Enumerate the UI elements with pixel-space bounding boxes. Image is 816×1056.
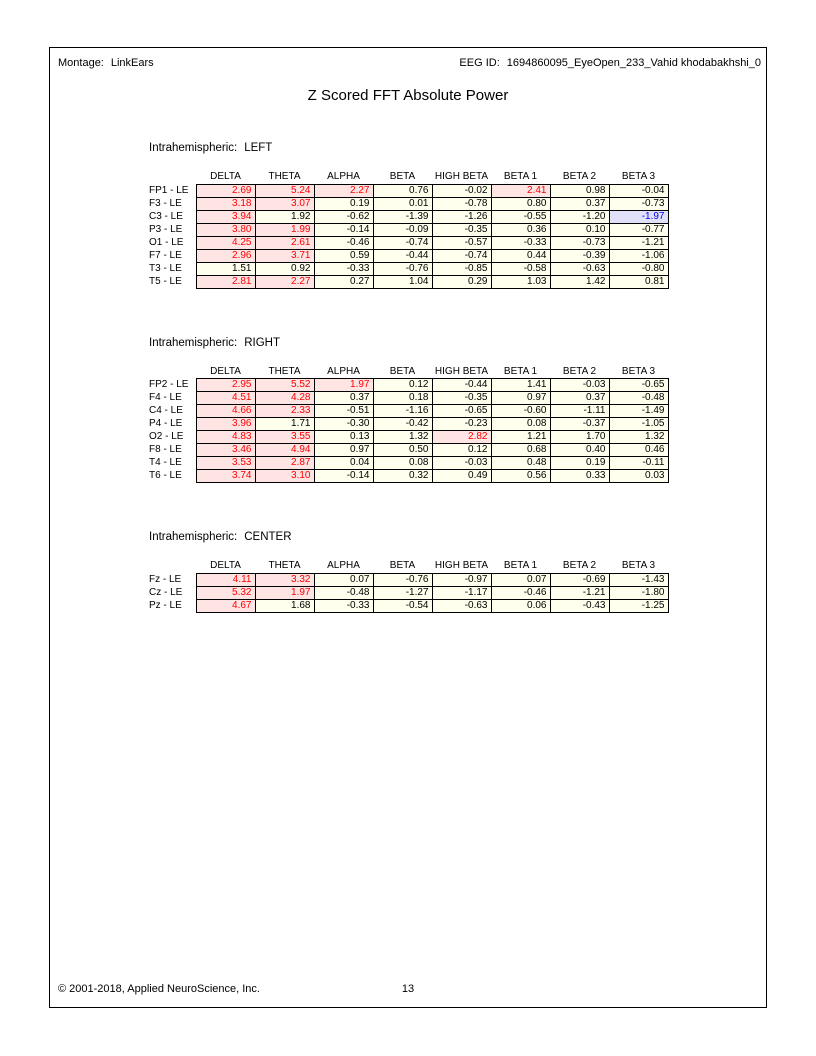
zscore-cell: 0.40	[550, 444, 609, 457]
column-header: DELTA	[210, 560, 241, 572]
zscore-cell: 1.41	[491, 379, 550, 392]
footer-copyright: © 2001-2018, Applied NeuroScience, Inc.	[58, 983, 260, 995]
zscore-cell: 2.82	[432, 431, 491, 444]
zscore-cell: -0.46	[314, 236, 373, 249]
zscore-cell: -1.43	[609, 573, 668, 586]
zscore-cell: -0.48	[609, 392, 668, 405]
zscore-cell: 1.71	[255, 418, 314, 431]
table-row	[149, 444, 668, 457]
zscore-cell: 1.42	[550, 275, 609, 288]
zscore-cell: 4.28	[255, 392, 314, 405]
site-label: F7 - LE	[149, 249, 182, 261]
zscore-cell: 1.97	[314, 379, 373, 392]
zscore-cell: -0.33	[314, 599, 373, 612]
zscore-cell: -0.51	[314, 405, 373, 418]
zscore-cell: 5.24	[255, 184, 314, 197]
section-heading-name: LEFT	[244, 142, 273, 154]
table-row	[149, 599, 668, 612]
zscore-cell: -0.43	[550, 599, 609, 612]
zscore-cell: -1.06	[609, 249, 668, 262]
zscore-cell: -0.33	[314, 262, 373, 275]
column-header: BETA 1	[503, 560, 538, 572]
zscore-cell: -0.78	[432, 197, 491, 210]
column-header-row	[149, 560, 668, 573]
zscore-cell: 1.04	[373, 275, 432, 288]
column-header: BETA 1	[503, 171, 538, 183]
site-label: C4 - LE	[149, 405, 183, 416]
column-header: BETA 2	[562, 560, 597, 572]
zscore-cell: 3.10	[255, 470, 314, 483]
site-label: T6 - LE	[149, 470, 182, 481]
site-label: F3 - LE	[149, 197, 182, 209]
zscore-cell: -0.73	[550, 236, 609, 249]
zscore-cell: -1.05	[609, 418, 668, 431]
column-header: HIGH BETA	[434, 171, 489, 183]
zscore-cell: 0.33	[550, 470, 609, 483]
zscore-cell: -0.63	[432, 599, 491, 612]
zscore-cell: 0.37	[550, 197, 609, 210]
zscore-cell: 0.80	[491, 197, 550, 210]
zscore-cell: 0.07	[491, 573, 550, 586]
zscore-cell: -0.30	[314, 418, 373, 431]
site-label: P4 - LE	[149, 418, 183, 429]
column-header: ALPHA	[327, 365, 360, 377]
zscore-cell: 0.08	[373, 457, 432, 470]
zscore-cell: 0.04	[314, 457, 373, 470]
eeg-id-field	[459, 57, 761, 70]
zscore-cell: 2.87	[255, 457, 314, 470]
zscore-cell: 4.83	[196, 431, 255, 444]
zscore-cell: 0.12	[432, 444, 491, 457]
column-header: DELTA	[210, 171, 241, 183]
zscore-cell: 1.21	[491, 431, 550, 444]
zscore-cell: 4.67	[196, 599, 255, 612]
zscore-cell: -0.77	[609, 223, 668, 236]
table-row	[149, 379, 668, 392]
zscore-cell: -0.35	[432, 392, 491, 405]
zscore-cell: 2.27	[314, 184, 373, 197]
zscore-cell: -1.39	[373, 210, 432, 223]
zscore-table	[149, 366, 669, 484]
zscore-cell: 0.37	[314, 392, 373, 405]
zscore-cell: 2.95	[196, 379, 255, 392]
zscore-cell: -1.17	[432, 586, 491, 599]
zscore-cell: 2.96	[196, 249, 255, 262]
zscore-cell: 0.10	[550, 223, 609, 236]
zscore-cell: -0.58	[491, 262, 550, 275]
zscore-cell: -0.09	[373, 223, 432, 236]
zscore-cell: 1.68	[255, 599, 314, 612]
zscore-cell: 0.12	[373, 379, 432, 392]
table-row	[149, 249, 668, 262]
column-header: BETA 2	[562, 365, 597, 377]
zscore-cell: -0.74	[432, 249, 491, 262]
intrahemispheric-section	[149, 142, 669, 289]
zscore-cell: 0.59	[314, 249, 373, 262]
zscore-cell: 5.32	[196, 586, 255, 599]
section-heading-prefix: Intrahemispheric:	[149, 142, 238, 154]
zscore-cell: 4.51	[196, 392, 255, 405]
zscore-cell: 1.03	[491, 275, 550, 288]
page-title: Z Scored FFT Absolute Power	[307, 87, 509, 104]
site-label: O2 - LE	[149, 431, 184, 442]
corner-cell	[149, 171, 196, 184]
zscore-cell: 4.11	[196, 573, 255, 586]
site-label: P3 - LE	[149, 223, 183, 235]
column-header: BETA 3	[621, 560, 656, 572]
column-header: THETA	[268, 560, 301, 572]
zscore-cell: 0.06	[491, 599, 550, 612]
corner-cell	[149, 366, 196, 379]
table-row	[149, 405, 668, 418]
column-header-row	[149, 366, 668, 379]
site-label: T3 - LE	[149, 262, 182, 274]
column-header: ALPHA	[327, 560, 360, 572]
site-label: F8 - LE	[149, 444, 182, 455]
zscore-cell: 3.46	[196, 444, 255, 457]
table-row	[149, 457, 668, 470]
zscore-cell: 3.53	[196, 457, 255, 470]
zscore-cell: 5.52	[255, 379, 314, 392]
zscore-cell: -1.20	[550, 210, 609, 223]
zscore-cell: -0.46	[491, 586, 550, 599]
zscore-cell: -0.60	[491, 405, 550, 418]
column-header: THETA	[268, 171, 301, 183]
zscore-cell: -0.44	[432, 379, 491, 392]
site-label: Pz - LE	[149, 599, 182, 611]
zscore-cell: 0.27	[314, 275, 373, 288]
zscore-cell: 3.74	[196, 470, 255, 483]
intrahemispheric-section	[149, 337, 669, 484]
column-header: BETA 3	[621, 365, 656, 377]
zscore-cell: -1.21	[550, 586, 609, 599]
zscore-cell: 1.32	[609, 431, 668, 444]
column-header: THETA	[268, 365, 301, 377]
zscore-cell: 0.92	[255, 262, 314, 275]
zscore-cell: 0.97	[491, 392, 550, 405]
zscore-cell: -0.11	[609, 457, 668, 470]
zscore-cell: 0.01	[373, 197, 432, 210]
montage-field	[58, 57, 154, 70]
site-label: C3 - LE	[149, 210, 183, 222]
zscore-cell: -0.73	[609, 197, 668, 210]
zscore-cell: -0.14	[314, 223, 373, 236]
zscore-cell: 1.32	[373, 431, 432, 444]
table-row	[149, 236, 668, 249]
site-label: O1 - LE	[149, 236, 184, 248]
column-header: BETA	[389, 365, 416, 377]
zscore-cell: -1.16	[373, 405, 432, 418]
zscore-cell: 4.25	[196, 236, 255, 249]
column-header: HIGH BETA	[434, 365, 489, 377]
zscore-cell: -0.54	[373, 599, 432, 612]
table-row	[149, 223, 668, 236]
zscore-cell: 0.49	[432, 470, 491, 483]
page-border	[49, 47, 767, 1008]
zscore-cell: 2.27	[255, 275, 314, 288]
zscore-cell: -0.62	[314, 210, 373, 223]
zscore-cell: 0.68	[491, 444, 550, 457]
zscore-cell: 0.08	[491, 418, 550, 431]
site-label: FP1 - LE	[149, 184, 189, 196]
table-row	[149, 184, 668, 197]
zscore-cell: -1.25	[609, 599, 668, 612]
table-row	[149, 573, 668, 586]
zscore-cell: -1.11	[550, 405, 609, 418]
zscore-cell: -0.02	[432, 184, 491, 197]
zscore-cell: -0.14	[314, 470, 373, 483]
montage-label: Montage:	[58, 57, 104, 69]
zscore-cell: -1.27	[373, 586, 432, 599]
site-label: Fz - LE	[149, 573, 182, 585]
section-heading-prefix: Intrahemispheric:	[149, 531, 238, 543]
zscore-cell: 2.33	[255, 405, 314, 418]
site-label: FP2 - LE	[149, 379, 189, 390]
column-header: BETA 2	[562, 171, 597, 183]
zscore-cell: 2.69	[196, 184, 255, 197]
zscore-cell: 2.81	[196, 275, 255, 288]
zscore-cell: 1.70	[550, 431, 609, 444]
zscore-cell: 3.80	[196, 223, 255, 236]
zscore-cell: -0.39	[550, 249, 609, 262]
table-row	[149, 586, 668, 599]
table-row	[149, 262, 668, 275]
zscore-cell: 0.56	[491, 470, 550, 483]
zscore-cell: 0.48	[491, 457, 550, 470]
column-header: BETA	[389, 171, 416, 183]
zscore-cell: 0.19	[314, 197, 373, 210]
table-row	[149, 431, 668, 444]
zscore-cell: -0.65	[432, 405, 491, 418]
zscore-cell: 1.51	[196, 262, 255, 275]
zscore-cell: -0.44	[373, 249, 432, 262]
zscore-cell: 0.19	[550, 457, 609, 470]
column-header: BETA 3	[621, 171, 656, 183]
table-row	[149, 418, 668, 431]
zscore-cell: 0.03	[609, 470, 668, 483]
zscore-cell: -0.74	[373, 236, 432, 249]
zscore-cell: -0.04	[609, 184, 668, 197]
zscore-cell: -0.65	[609, 379, 668, 392]
section-heading-prefix: Intrahemispheric:	[149, 336, 238, 349]
montage-value: LinkEars	[110, 57, 154, 69]
zscore-cell: 4.94	[255, 444, 314, 457]
table-row	[149, 275, 668, 288]
column-header: ALPHA	[327, 171, 360, 183]
zscore-cell: -1.49	[609, 405, 668, 418]
document-header	[58, 57, 761, 70]
zscore-cell: 0.18	[373, 392, 432, 405]
zscore-cell: -1.21	[609, 236, 668, 249]
zscore-cell: -0.69	[550, 573, 609, 586]
zscore-cell: 3.94	[196, 210, 255, 223]
column-header: BETA 1	[503, 365, 538, 377]
zscore-cell: 3.71	[255, 249, 314, 262]
zscore-cell: -0.42	[373, 418, 432, 431]
zscore-cell: 0.44	[491, 249, 550, 262]
zscore-cell: -0.80	[609, 262, 668, 275]
zscore-cell: -0.03	[550, 379, 609, 392]
zscore-cell: 0.98	[550, 184, 609, 197]
site-label: Cz - LE	[149, 586, 183, 598]
table-row	[149, 210, 668, 223]
zscore-cell: -0.48	[314, 586, 373, 599]
table-row	[149, 470, 668, 483]
zscore-cell: 3.55	[255, 431, 314, 444]
zscore-cell: 0.13	[314, 431, 373, 444]
zscore-cell: 0.81	[609, 275, 668, 288]
zscore-cell: -0.97	[432, 573, 491, 586]
zscore-cell: -1.80	[609, 586, 668, 599]
section-heading	[149, 337, 669, 350]
section-heading-name: RIGHT	[244, 336, 280, 349]
zscore-cell: 1.97	[255, 586, 314, 599]
section-heading	[149, 142, 669, 155]
zscore-cell: -0.03	[432, 457, 491, 470]
column-header: BETA	[389, 560, 416, 572]
eeg-id-label: EEG ID:	[459, 57, 500, 69]
zscore-cell: 0.07	[314, 573, 373, 586]
site-label: T5 - LE	[149, 275, 182, 287]
table-row	[149, 197, 668, 210]
zscore-cell: 0.97	[314, 444, 373, 457]
zscore-cell: 0.76	[373, 184, 432, 197]
zscore-cell: 4.66	[196, 405, 255, 418]
zscore-cell: 3.96	[196, 418, 255, 431]
zscore-cell: 0.50	[373, 444, 432, 457]
page-number: 13	[401, 983, 415, 995]
corner-cell	[149, 560, 196, 573]
zscore-cell: 0.36	[491, 223, 550, 236]
eeg-id-value: 1694860095_EyeOpen_233_Vahid khodabakhshi_0	[506, 57, 761, 69]
zscore-table	[149, 171, 669, 289]
zscore-cell: -0.23	[432, 418, 491, 431]
zscore-cell: -1.26	[432, 210, 491, 223]
zscore-cell: -0.63	[550, 262, 609, 275]
section-heading	[149, 531, 669, 544]
column-header: HIGH BETA	[434, 560, 489, 572]
zscore-table	[149, 560, 669, 613]
zscore-cell: 2.41	[491, 184, 550, 197]
zscore-cell: -0.76	[373, 262, 432, 275]
zscore-cell: -0.33	[491, 236, 550, 249]
zscore-cell: 2.61	[255, 236, 314, 249]
site-label: T4 - LE	[149, 457, 182, 468]
zscore-cell: 3.32	[255, 573, 314, 586]
zscore-cell: 0.37	[550, 392, 609, 405]
column-header: DELTA	[210, 365, 241, 377]
zscore-cell: -0.55	[491, 210, 550, 223]
column-header-row	[149, 171, 668, 184]
zscore-cell: 3.18	[196, 197, 255, 210]
zscore-cell: -0.76	[373, 573, 432, 586]
zscore-cell: -0.35	[432, 223, 491, 236]
intrahemispheric-section	[149, 531, 669, 613]
zscore-cell: -0.57	[432, 236, 491, 249]
section-heading-name: CENTER	[244, 531, 292, 543]
table-row	[149, 392, 668, 405]
zscore-cell: -0.85	[432, 262, 491, 275]
zscore-cell: 0.46	[609, 444, 668, 457]
zscore-cell: 1.92	[255, 210, 314, 223]
zscore-cell: 0.29	[432, 275, 491, 288]
sections	[149, 142, 669, 661]
zscore-cell: 3.07	[255, 197, 314, 210]
zscore-cell: 1.99	[255, 223, 314, 236]
zscore-cell: 0.32	[373, 470, 432, 483]
site-label: F4 - LE	[149, 392, 182, 403]
zscore-cell: -0.37	[550, 418, 609, 431]
zscore-cell: -1.97	[609, 210, 668, 223]
